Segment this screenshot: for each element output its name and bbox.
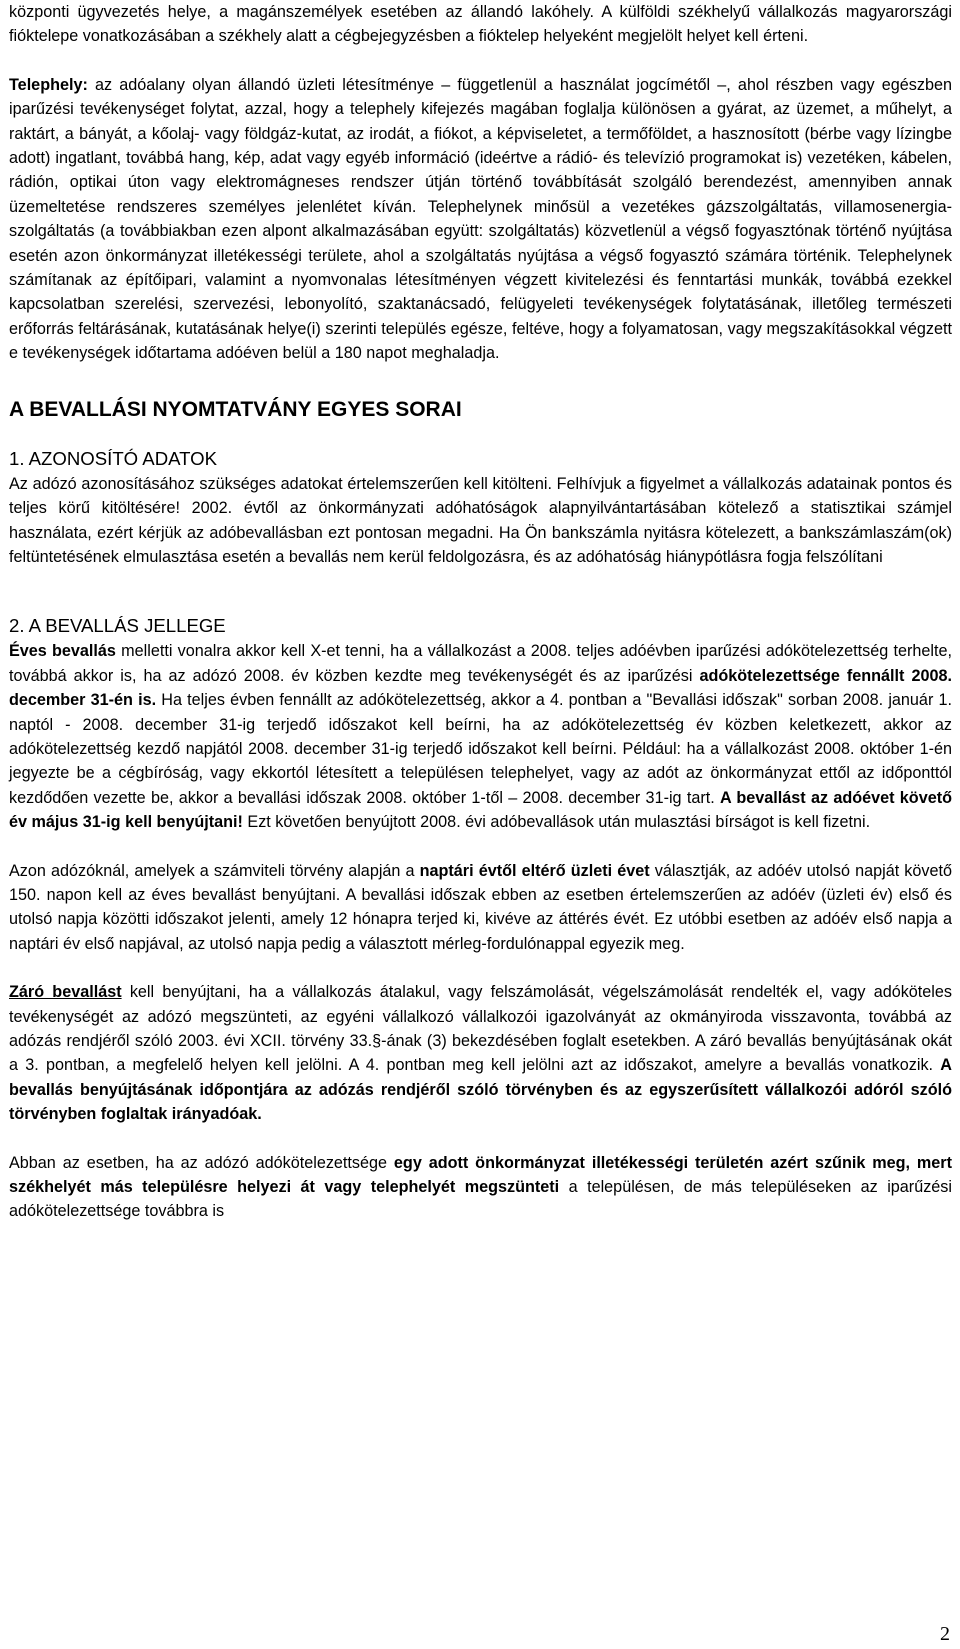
telephely-term: Telephely: [9,75,88,94]
bold-phrase: Éves bevallás [9,642,116,661]
section2-paragraph-3 [9,980,952,1126]
text-run: Azon adózóknál, amelyek a számviteli törvény alapján a [9,861,420,880]
telephely-paragraph [9,73,952,366]
bold-phrase: A bevallást az adóévet követő év május 31-ig kell benyújtani! [9,788,952,832]
main-heading: A BEVALLÁSI NYOMTATVÁNY EGYES SORAI [9,397,462,421]
section2-paragraph-2 [9,859,952,957]
text-run: kell benyújtani, ha a vállalkozás átalakul, vagy felszámolását, végelszámolását rendelték el, vagy adóköteles tevékenységét az adózó megszünteti, az egyéni vállalkozó vállalkozói igazolványát az okmányiroda visszavonta, továbbá az adózás rendjéről szóló 2003. évi XCII. törvény 33.§-ának (3) bekezdésében foglalt esetekben. A záró bevallás benyújtásának okát a 3. pontban, a megfelelő helyen kell jelölni. A 4. pontban meg kell jelölni azt az időszakot, amelyre a bevallás vonatkozik. [9,983,952,1075]
page-number: 2 [940,1623,950,1645]
underlined-bold-phrase: Záró bevallást [9,983,122,1002]
bold-phrase: egy adott önkormányzat illetékességi területén azért szűnik meg, mert székhelyét más településre helyezi át vagy telephelyét megszünteti [9,1153,952,1197]
intro-paragraph: központi ügyvezetés helye, a magánszemélyek esetében az állandó lakóhely. A külföldi székhelyű vállalkozás magyarországi fióktelepe vonatkozásában a székhely alatt a cégbejegyzésben a fióktelep helyeként megjelölt helyet kell érteni. [9,3,952,46]
bold-phrase: adókötelezettsége fennállt 2008. december 31-én is. [9,666,952,710]
telephely-body: az adóalany olyan állandó üzleti létesítménye – függetlenül a használat jogcímétől –, ahol részben vagy egészben iparűzési tevékenységet folytat, azzal, hogy a telephely kifejezés magában foglalja különösen a gyárat, az üzemet, a műhelyt, a raktárt, a bányát, a kőolaj- vagy földgáz-kutat, az irodát, a fiókot, a képviseletet, a termőföldet, a hasznosított (bérbe vagy lízingbe adott) ingatlant, továbbá hang, kép, adat vagy egyéb információ (ideértve a rádió- és televízió programokat is) vezetéken, kábelen, rádión, optikai úton vagy elektromágneses rendszer útján történő továbbítását szolgáló berendezést, amennyiben annak üzemeltetése rendszeres személyes jelenlétet kíván. Telephelynek minősül a vezetékes gázszolgáltatás, villamosenergia-szolgáltatás (a továbbiakban ezen alpont alkalmazásában együtt: szolgáltatás) közvetlenül a végső fogyasztónak történő nyújtása esetén azon önkormányzat illetékességi területe, ahol a szolgáltatás nyújtása a végső fogyasztó számára történik. Telephelynek számítanak az építőipari, valamint a nyomvonalas létesítményen végzett kivitelezési és fenntartási munkák, továbbá ezekkel kapcsolatban szerelési, szervezési, lebonyolító, szaktanácsadó, felügyeleti tevékenységek folytatásának, illetőleg természeti erőforrás feltárásának, kutatásának helye(i) szerinti település egésze, feltéve, hogy a folyamatosan, vagy megszakításokkal végzett e tevékenységek időtartama adóéven belül a 180 napot meghaladja. [9,75,952,363]
text-run: a településen, de más településeken az iparűzési adókötelezettsége továbbra is [9,1178,952,1221]
text-column [9,0,952,1224]
section1-heading: 1. AZONOSÍTÓ ADATOK [9,447,218,469]
text-run: Ezt követően benyújtott 2008. évi adóbevallások után mulasztási bírságot is kell fizetni. [242,813,871,832]
section1-paragraph: Az adózó azonosításához szükséges adatokat értelemszerűen kell kitölteni. Felhívjuk a figyelmet a vállalkozás adatainak pontos és teljes körű kitöltésére! 2002. évtől az önkormányzati adóhatóságok alapnyilvántartásában kötelező a statisztikai számjel használata, ezért kérjük az adóbevallásban ezt pontosan megadni. Ha Ön bankszámla nyitásra kötelezett, a bankszámlaszám(ok) feltüntetésének elmulasztása esetén a bevallás nem kerül feldolgozásra, és az adóhatóság hiánypótlásra fogja felszólítani [9,474,952,566]
text-run: melletti vonalra akkor kell X-et tenni, ha a vállalkozást a 2008. teljes adóévben iparűzési adókötelezettség terhelte, továbbá akkor is, ha az adózó 2008. év közben kezdte meg tevékenységét és az iparűzési [9,642,952,685]
bold-phrase: A bevallás benyújtásának időpontjára az adózás rendjéről szóló törvényben és az egyszerűsített vállalkozói adóról szóló törvényben foglaltak irányadóak. [9,1056,952,1124]
bold-phrase: naptári évtől eltérő üzleti évet [419,861,650,880]
section2-heading: 2. A BEVALLÁS JELLEGE [9,615,226,637]
section2-paragraph-4 [9,1151,952,1224]
text-run: Abban az esetben, ha az adózó adókötelezettsége [9,1153,394,1172]
section2-paragraph-1 [9,639,952,834]
text-run: Ha teljes évben fennállt az adókötelezettség, akkor a 4. pontban a "Bevallási időszak" sorban 2008. január 1. naptól - 2008. december 31-ig terjedő időszakot kell beírni, ha az adókötelezettség év közben keletkezett, akkor az adókötelezettség kezdő napjától 2008. december 31-ig terjedő időszakot kell beírni. Például: ha a vállalkozást 2008. október 1-én jegyezte be a cégbíróság, vagy ekkortól létesített a településen telephelyet, vagy az adót az önkormányzat ettől az időponttól kezdődően vezette be, akkor a bevallási időszak 2008. október 1-től – 2008. december 31-ig tart. [9,691,952,807]
text-run: választják, az adóév utolsó napját követő 150. napon kell az éves bevallást benyújtani. A bevallási időszak ebben az esetben értelemszerűen az adóév (üzleti év) első és utolsó napja közötti időszakot jelenti, amely 12 hónapra terjed ki, kivéve az áttérés évét. Ez utóbbi esetben az adóév első napja a naptári év első napjával, az utolsó napja pedig a választott mérleg-fordulónappal egyezik meg. [9,861,952,953]
